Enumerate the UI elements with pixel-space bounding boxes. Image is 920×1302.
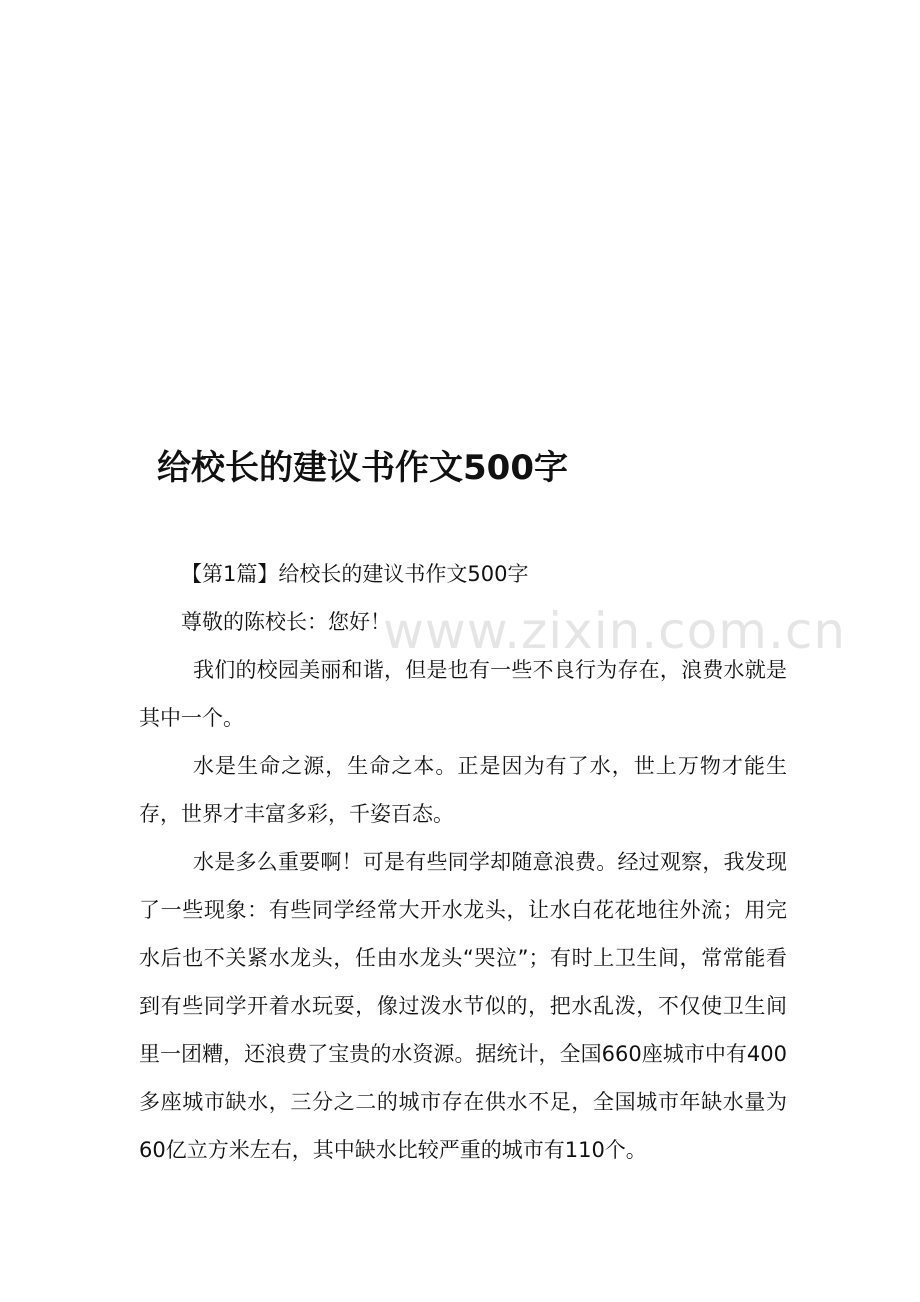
paragraph-1: 我们的校园美丽和谐，但是也有一些不良行为存在，浪费水就是其中一个。 — [139, 658, 787, 730]
document-body — [139, 550, 787, 1174]
section-heading: 【第1篇】给校长的建议书作文500字 — [181, 562, 529, 586]
watermark: www.zixin.com.cn — [383, 602, 847, 660]
paragraph-2: 水是生命之源，生命之本。正是因为有了水，世上万物才能生存，世界才丰富多彩，千姿百态。 — [139, 754, 787, 826]
document-title: 给校长的建议书作文500字 — [157, 448, 568, 488]
greeting: 尊敬的陈校长：您好！ — [181, 610, 391, 634]
paragraph-3: 水是多么重要啊！可是有些同学却随意浪费。经过观察，我发现了一些现象：有些同学经常大开水龙头，让水白花花地往外流；用完水后也不关紧水龙头，任由水龙头“哭泣”；有时上卫生间，常常能看到有些同学开着水玩耍，像过泼水节似的，把水乱泼，不仅使卫生间里一团糟，还浪费了宝贵的水资源。据统计，全国660座城市中有400多座城市缺水，三分之二的城市存在供水不足，全国城市年缺水量为60亿立方米左右，其中缺水比较严重的城市有110个。 — [139, 850, 787, 1162]
